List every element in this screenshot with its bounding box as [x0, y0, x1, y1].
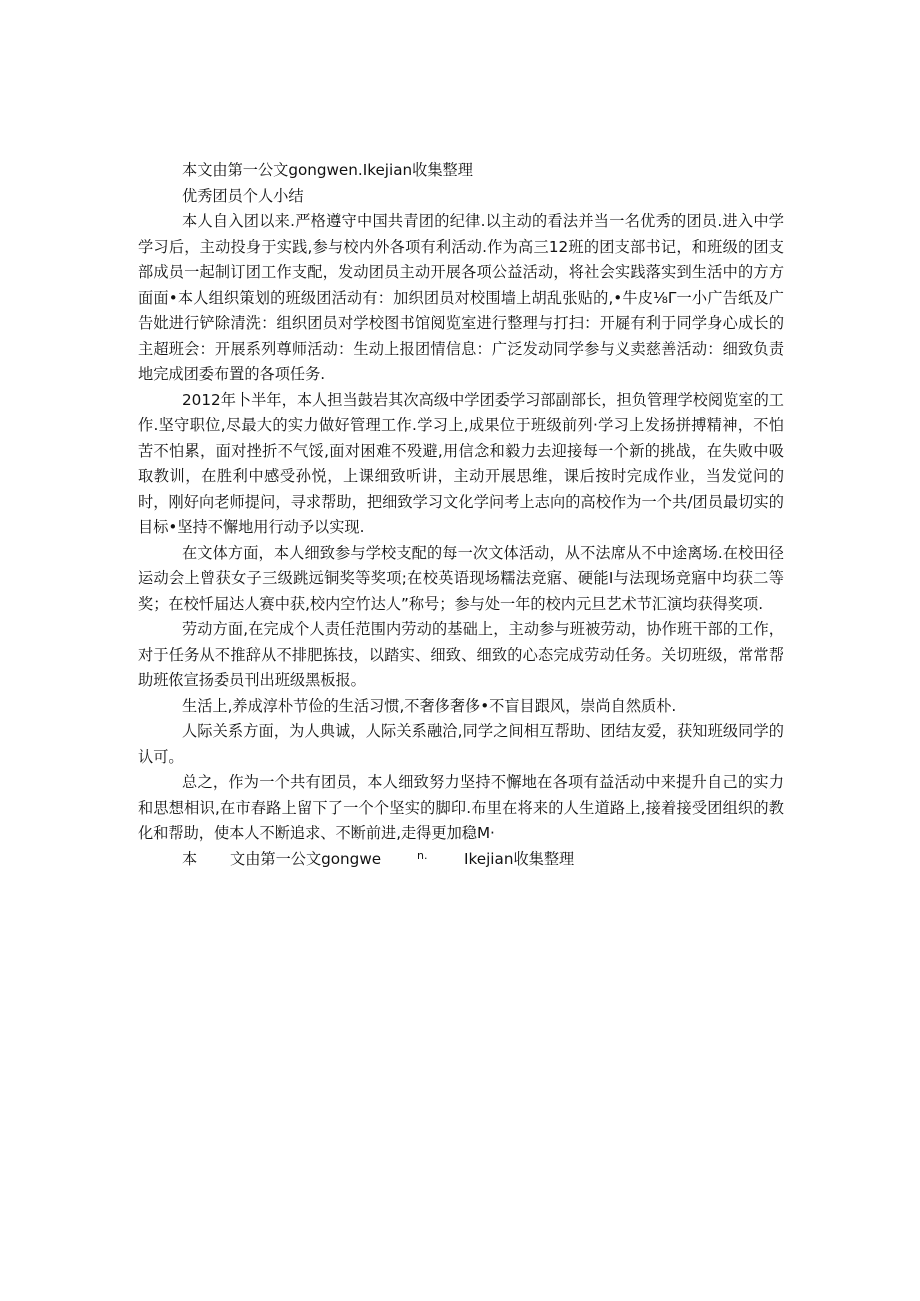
- paragraph-6: 人际关系方面，为人典诚，人际关系融洽,同学之间相互帮助、团结友爱，获知班级同学的认可。: [138, 722, 784, 766]
- footer-part-4: Ikejian收集整理: [464, 849, 575, 868]
- footer-part-2: 文由第一公文gongwe: [230, 849, 382, 868]
- paragraph-2: 2012年卜半年，本人担当鼓岩其次高级中学团委学习部副部长，担负管理学校阅览室的工作.坚守职位,尽最大的实力做好管理工作.学习上,成果位于班级前列·学习上发扬拼搏精神，不怕苦不怕累，面对挫折不气馁,面对困难不殁避,用信念和毅力去迎接每一个新的挑战，在失败中吸取教训，在胜利中感受孙悦，上课细致听讲，主动开展思维，课后按时完成作业，当发觉问的时，刚好向老师提问，寻求帮助，把细致学习文化学问考上志向的高校作为一个共/团员最切实的目标•坚持不懈地用行动予以实现.: [138, 390, 784, 536]
- footer-part-1: 本: [182, 849, 198, 868]
- paragraph-4: 劳动方面,在完成个人责任范围内劳动的基础上，主动参与班被劳动，协作班干部的工作，对于任务从不推辞从不排肥拣技，以踏实、细致、细致的心态完成劳动任务。关切班级，常常帮助班侬宣扬委员刊出班级黑板报。: [138, 620, 784, 689]
- document-title: 优秀团员个人小结: [182, 186, 304, 205]
- footer-part-3: n.: [417, 848, 428, 862]
- footer-source-line: [138, 847, 784, 873]
- paragraph-5: 生活上,养成淳朴节俭的生活习惯,不奢侈奢侈•不盲目跟风，崇尚自然质朴.: [182, 696, 677, 715]
- document-body: [138, 158, 784, 872]
- paragraph-7: 总之，作为一个共有团员，本人细致努力坚持不懈地在各项有益活动中来提升自己的实力和思想相识,在市春路上留下了一个个坚实的脚印.布里在将来的人生道路上,接着接受团组织的教化和帮助，使本人不断追求、不断前进,走得更加稳M·: [138, 773, 784, 842]
- source-line: 本文由第一公文gongwen.Ikejian收集整理: [182, 161, 473, 179]
- paragraph-1: 本人自入团以来.严格遵守中国共青团的纪律.以主动的看法并当一名优秀的团员.进入中学学习后，主动投身于实践,参与校内外各项有利活动.作为高三12班的团支部书记，和班级的团支部成员一起制订团工作支配，发动团员主动开展各项公益活动，将社会实践落实到生活中的方方面面•本人组织策划的班级团活动有：加织团员对校围墙上胡乱张贴的,•牛皮⅛Γ一小广告纸及广告妣进行铲除清洗：组织团员对学校图书馆阅览室进行整理与打扫：开屣有利于同学身心成长的主超班会：开展系列尊师活动：生动上报团情信息：广泛发动同学参与义卖慈善活动：细致负责地完成团委布置的各项任务.: [138, 212, 784, 383]
- paragraph-3: 在文体方面，本人细致参与学校支配的每一次文体活动，从不法席从不中途离场.在校田径运动会上曾获女子三级跳远铜奖等奖项;在校英语现场糯法竞寤、硬能I与法现场竞寤中均获二等奖；在校忏届达人赛中获,校内空竹达人”称号；参与处一年的校内元旦艺术节汇演均获得奖项.: [138, 543, 784, 613]
